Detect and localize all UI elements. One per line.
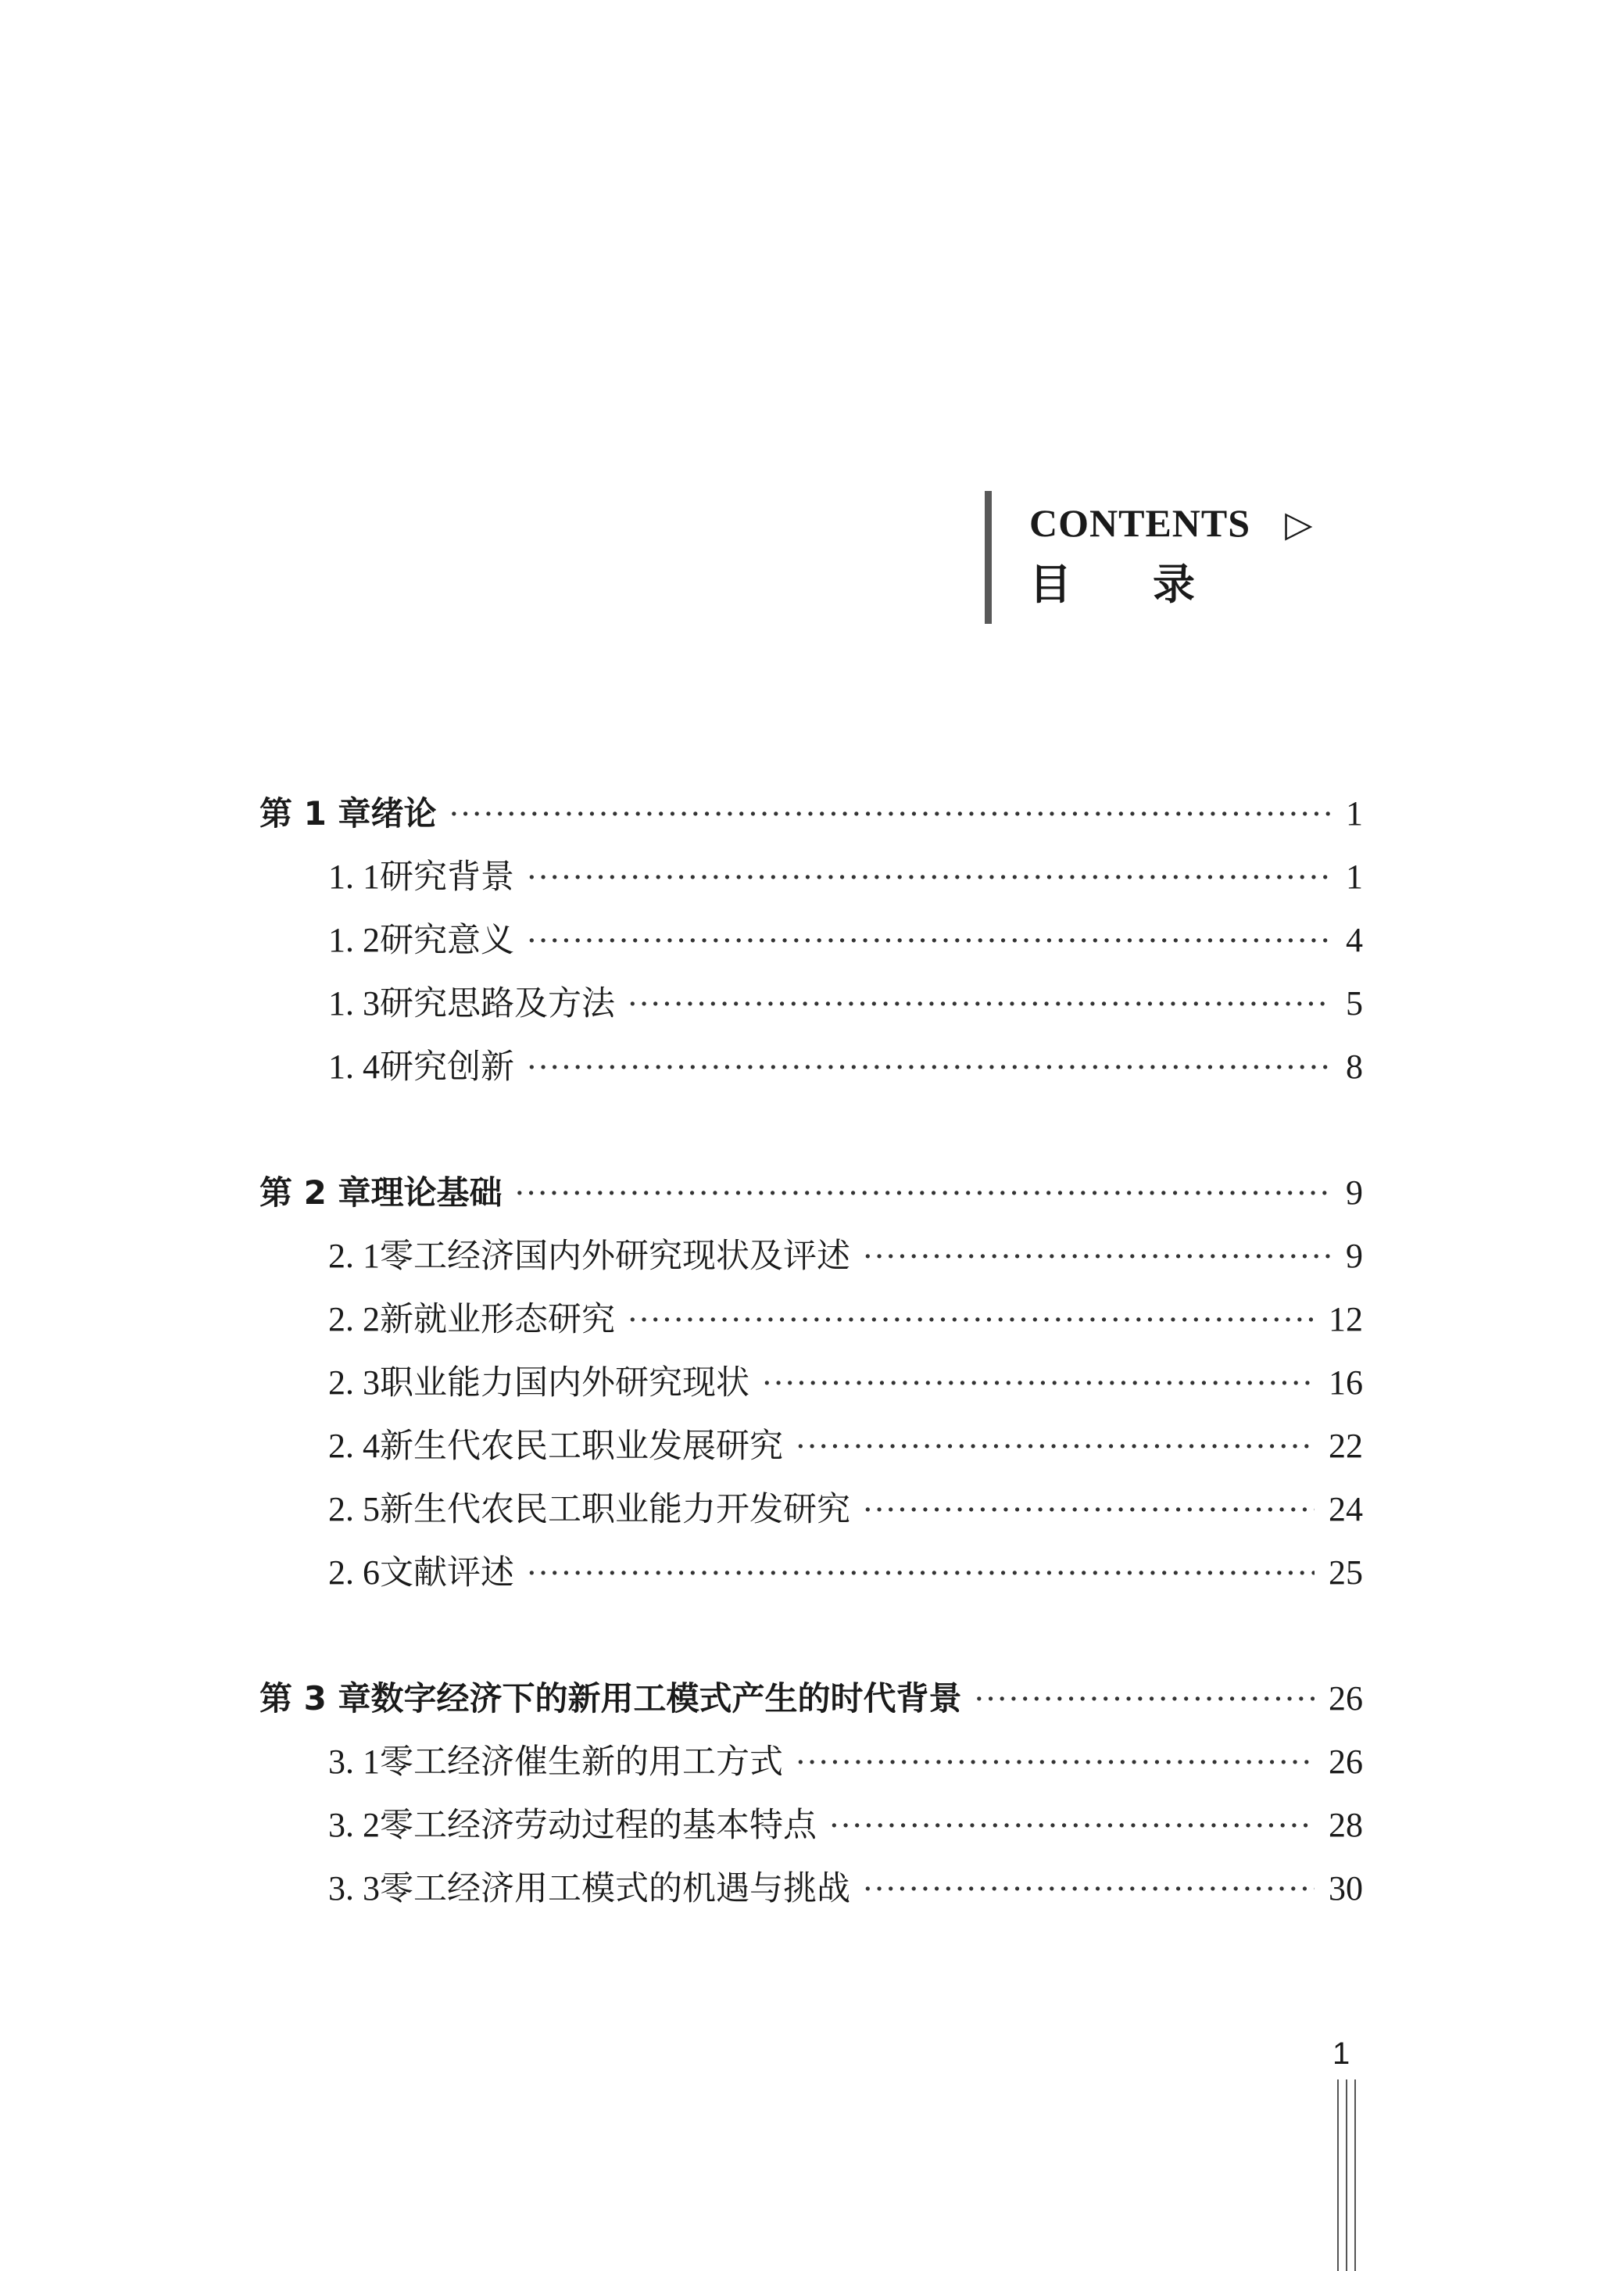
folio-rule-lines: [1337, 2079, 1358, 2271]
page-number: 1: [1346, 794, 1363, 833]
section-number: 3. 2: [328, 1806, 380, 1844]
table-of-contents: [259, 782, 1363, 1983]
leader-dots: [527, 910, 1332, 973]
section-number: 3. 3: [328, 1869, 380, 1907]
page-number: 25: [1329, 1553, 1363, 1592]
page-number: 30: [1329, 1869, 1363, 1907]
page-number: 16: [1329, 1363, 1363, 1402]
leader-dots: [527, 1542, 1315, 1606]
contents-title-zh: 目录: [1029, 560, 1276, 609]
chapter-title: 绪论: [370, 794, 437, 833]
leader-dots: [863, 1858, 1315, 1922]
section-title: 零工经济劳动过程的基本特点: [380, 1806, 817, 1845]
page-number: 28: [1329, 1806, 1363, 1844]
section-title: 零工经济用工模式的机遇与挑战: [380, 1869, 850, 1908]
section-title: 零工经济催生新的用工方式: [380, 1743, 783, 1782]
chapter-number: 第 3 章: [259, 1679, 371, 1718]
page-number: 24: [1329, 1490, 1363, 1528]
leader-dots: [628, 973, 1332, 1037]
leader-dots: [974, 1668, 1315, 1732]
toc-entry-section[interactable]: [259, 1793, 1363, 1857]
section-title: 新生代农民工职业发展研究: [380, 1427, 783, 1466]
section-number: 1. 2: [328, 921, 380, 959]
folio-rule: [1346, 2079, 1347, 2271]
section-title: 职业能力国内外研究现状: [380, 1363, 749, 1402]
section-title: 零工经济国内外研究现状及评述: [380, 1237, 850, 1276]
page-number: 4: [1346, 921, 1363, 959]
page-number: 26: [1329, 1743, 1363, 1781]
chapter-title: 理论基础: [370, 1173, 503, 1212]
section-number: 2. 5: [328, 1490, 380, 1528]
chapter-3: [259, 1667, 1363, 1920]
section-title: 新生代农民工职业能力开发研究: [380, 1490, 850, 1529]
toc-entry-section[interactable]: [259, 1857, 1363, 1920]
section-title: 研究创新: [380, 1048, 514, 1087]
section-title: 新就业形态研究: [380, 1300, 615, 1339]
section-number: 1. 3: [328, 984, 380, 1023]
toc-entry-section[interactable]: [259, 1288, 1363, 1351]
page-number: 9: [1346, 1173, 1363, 1212]
chapter-2: [259, 1161, 1363, 1604]
toc-entry-section[interactable]: [259, 1414, 1363, 1478]
section-number: 1. 4: [328, 1048, 380, 1086]
toc-entry-section[interactable]: [259, 1035, 1363, 1098]
chapter-number: 第 1 章: [259, 794, 371, 833]
toc-entry-section[interactable]: [259, 972, 1363, 1035]
toc-entry-section[interactable]: [259, 1730, 1363, 1793]
toc-entry-chapter[interactable]: [259, 1161, 1363, 1224]
section-number: 2. 2: [328, 1300, 380, 1338]
section-title: 研究意义: [380, 921, 514, 960]
section-title: 研究背景: [380, 858, 514, 897]
toc-heading: [985, 491, 1313, 624]
triangle-icon: ▷: [1285, 504, 1314, 544]
toc-entry-chapter[interactable]: [259, 1667, 1363, 1730]
section-number: 1. 1: [328, 858, 380, 896]
page-folio-number: 1: [1332, 2036, 1350, 2071]
section-title: 文献评述: [380, 1553, 514, 1592]
page-number: 26: [1329, 1679, 1363, 1718]
toc-entry-section[interactable]: [259, 845, 1363, 908]
page-number: 9: [1346, 1237, 1363, 1275]
contents-label: CONTENTS: [1029, 501, 1251, 545]
page-number: 1: [1346, 858, 1363, 896]
page-number: 22: [1329, 1427, 1363, 1465]
section-number: 2. 1: [328, 1237, 380, 1275]
leader-dots: [449, 783, 1332, 847]
leader-dots: [527, 847, 1332, 910]
section-title: 研究思路及方法: [380, 984, 615, 1023]
section-number: 2. 6: [328, 1553, 380, 1592]
leader-dots: [829, 1795, 1315, 1858]
toc-entry-section[interactable]: [259, 1541, 1363, 1604]
page-number: 5: [1346, 984, 1363, 1023]
section-number: 2. 4: [328, 1427, 380, 1465]
leader-dots: [628, 1289, 1315, 1352]
leader-dots: [796, 1416, 1315, 1479]
leader-dots: [527, 1037, 1332, 1100]
toc-entry-section[interactable]: [259, 1351, 1363, 1414]
chapter-1: [259, 782, 1363, 1098]
leader-dots: [863, 1226, 1332, 1289]
section-number: 3. 1: [328, 1743, 380, 1781]
leader-dots: [863, 1479, 1315, 1542]
leader-dots: [796, 1732, 1315, 1795]
section-number: 2. 3: [328, 1363, 380, 1402]
toc-entry-section[interactable]: [259, 1224, 1363, 1288]
folio-rule: [1337, 2079, 1339, 2271]
page-number: 8: [1346, 1048, 1363, 1086]
leader-dots: [514, 1162, 1332, 1226]
page-number: 12: [1329, 1300, 1363, 1338]
folio-rule: [1354, 2079, 1356, 2271]
chapter-title: 数字经济下的新用工模式产生的时代背景: [370, 1679, 962, 1718]
toc-entry-section[interactable]: [259, 908, 1363, 972]
contents-title-en: [1029, 503, 1313, 544]
toc-entry-chapter[interactable]: [259, 782, 1363, 845]
toc-entry-section[interactable]: [259, 1478, 1363, 1541]
chapter-number: 第 2 章: [259, 1173, 371, 1212]
leader-dots: [762, 1352, 1315, 1416]
